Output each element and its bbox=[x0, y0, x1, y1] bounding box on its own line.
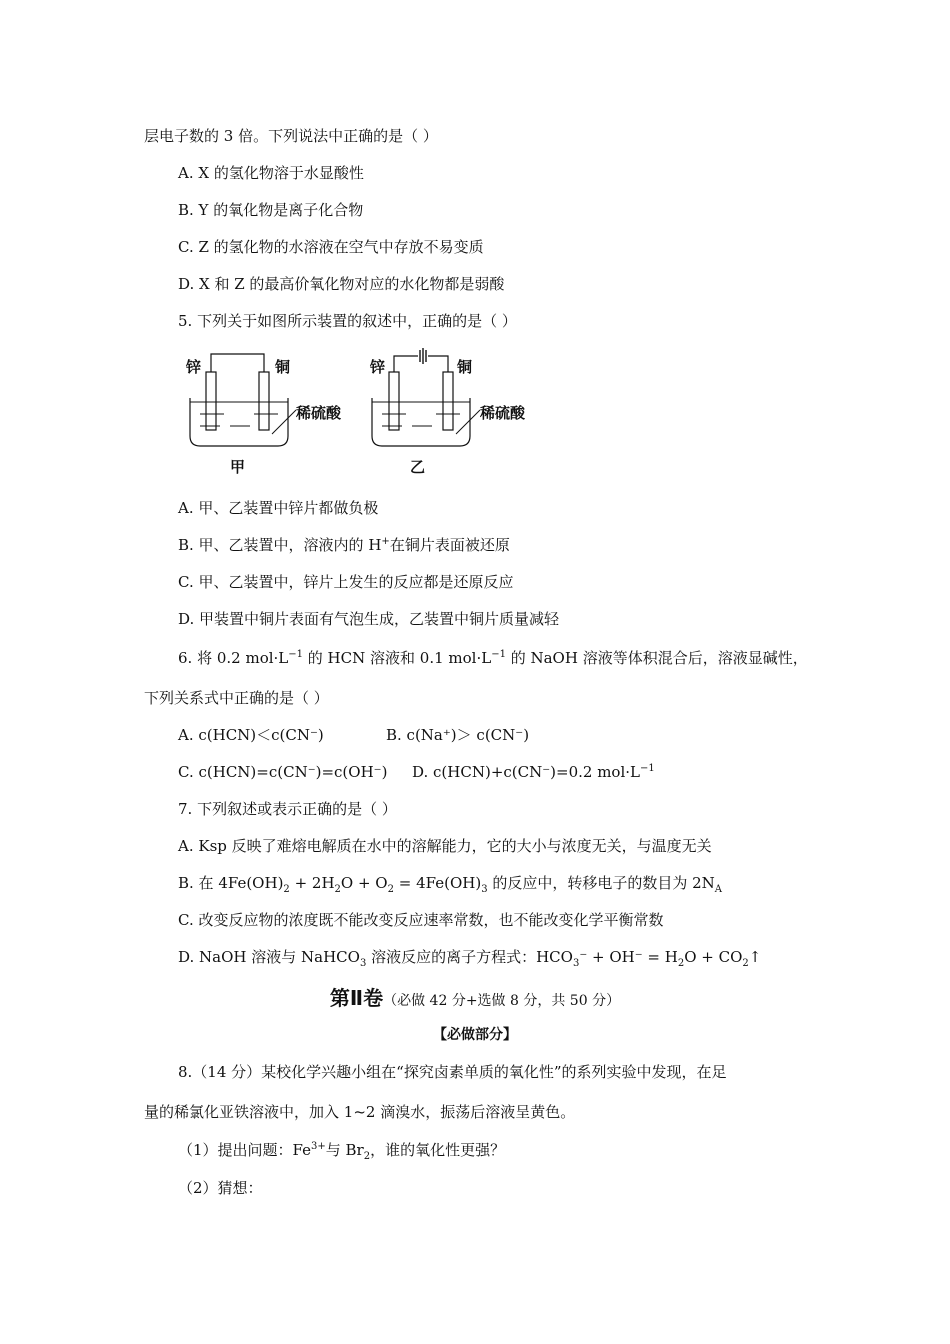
q8-stem-line2: 量的稀氯化亚铁溶液中，加入 1~2 滴溴水，振荡后溶液呈黄色。 bbox=[144, 1103, 576, 1121]
yi-zinc-label: 锌 bbox=[370, 358, 386, 376]
q5-option-d: D. 甲装置中铜片表面有气泡生成，乙装置中铜片质量减轻 bbox=[178, 610, 560, 628]
q6-option-b: B. c(Na⁺)＞ c(CN⁻) bbox=[386, 726, 530, 744]
q5-option-a: A. 甲、乙装置中锌片都做负极 bbox=[178, 499, 379, 517]
q6-stem-line2: 下列关系式中正确的是（ ） bbox=[144, 689, 329, 707]
q6-stem: 6. 将 0.2 $mol\cdot L^{-1}$ 的 HCN 溶液和 0.1 $mol\cdot L^{-1}$ 的 NaOH 溶液等体积混合后，溶液显碱性， bbox=[178, 649, 808, 667]
galvanic-cell-svg bbox=[184, 348, 554, 480]
q8-stem-line1: 8.（14 分）某校化学兴趣小组在“探究卤素单质的氧化性”的系列实验中发现，在足 bbox=[178, 1063, 727, 1081]
cell-yi bbox=[369, 348, 526, 476]
q8-part-1: （1）提出问题：$Fe^{3+}$与 $Br_2$，谁的氧化性更强？ bbox=[178, 1141, 506, 1162]
q5-option-b: B. 甲、乙装置中，溶液内的 H+在铜片表面被还原 bbox=[178, 536, 510, 554]
galvanic-cell-figure bbox=[184, 348, 554, 480]
q4-option-b: B. Y 的氧化物是离子化合物 bbox=[178, 201, 364, 219]
q7-option-b: B. 在 $4Fe(OH)_2 + 2H_2O + O_2 = 4Fe(OH)_3$ 的反应中，转移电子的数目为 $2N_A$ bbox=[178, 874, 723, 895]
jia-zinc-label: 锌 bbox=[186, 358, 202, 376]
jia-caption: 甲 bbox=[230, 458, 246, 476]
yi-wire-left bbox=[394, 356, 418, 372]
q7-option-d: D. NaOH 溶液与 NaHCO$_3$ 溶液反应的离子方程式：$HCO_3^- + OH^- = H_2O$ + $CO_2↑$ bbox=[178, 948, 762, 969]
q4-option-a: A. X 的氢化物溶于水显酸性 bbox=[178, 164, 364, 182]
q6-option-c: C. c(HCN)=c(CN⁻)=c(OH⁻) bbox=[178, 763, 388, 781]
section-2-heading: 第Ⅱ卷 bbox=[329, 986, 384, 1010]
q7-option-c: C. 改变反应物的浓度既不能改变反应速率常数，也不能改变化学平衡常数 bbox=[178, 911, 664, 929]
q6-option-d: D. c(HCN)+c(CN⁻)=0.2 $mol\cdot L^{-1}$ bbox=[412, 763, 655, 781]
q5-stem: 5. 下列关于如图所示装置的叙述中，正确的是（ ） bbox=[178, 312, 517, 330]
yi-copper-label: 铜 bbox=[457, 358, 473, 376]
yi-beaker bbox=[372, 398, 470, 446]
q4-option-c: C. Z 的氢化物的水溶液在空气中存放不易变质 bbox=[178, 238, 484, 256]
q4-stem-tail: 层电子数的 3 倍。下列说法中正确的是（ ） bbox=[144, 127, 438, 145]
q8-part-2: （2）猜想： bbox=[178, 1179, 263, 1197]
section-2-title bbox=[0, 986, 950, 1013]
q7-stem: 7. 下列叙述或表示正确的是（ ） bbox=[178, 800, 397, 818]
jia-wire bbox=[211, 354, 264, 372]
q7-option-a: A. Ksp 反映了难熔电解质在水中的溶解能力，它的大小与浓度无关，与温度无关 bbox=[178, 837, 712, 855]
yi-copper-electrode bbox=[443, 372, 453, 430]
q5-option-c: C. 甲、乙装置中，锌片上发生的反应都是还原反应 bbox=[178, 573, 514, 591]
section-2-score-note: （必做 42 分+选做 8 分，共 50 分） bbox=[383, 993, 621, 1009]
yi-solution-label: 稀硫酸 bbox=[480, 404, 526, 422]
jia-beaker bbox=[190, 398, 288, 446]
jia-solution-label: 稀硫酸 bbox=[296, 404, 342, 422]
yi-caption: 乙 bbox=[410, 458, 426, 476]
q4-option-d: D. X 和 Z 的最高价氧化物对应的水化物都是弱酸 bbox=[178, 275, 505, 293]
q6-option-a: A. c(HCN)＜c(CN⁻) bbox=[178, 726, 324, 744]
jia-copper-label: 铜 bbox=[275, 358, 291, 376]
jia-zinc-electrode bbox=[206, 372, 216, 430]
required-part-heading: 【必做部分】 bbox=[433, 1027, 517, 1043]
yi-wire-right bbox=[428, 356, 448, 372]
yi-zinc-electrode bbox=[389, 372, 399, 430]
cell-jia bbox=[185, 354, 342, 476]
jia-copper-electrode bbox=[259, 372, 269, 430]
